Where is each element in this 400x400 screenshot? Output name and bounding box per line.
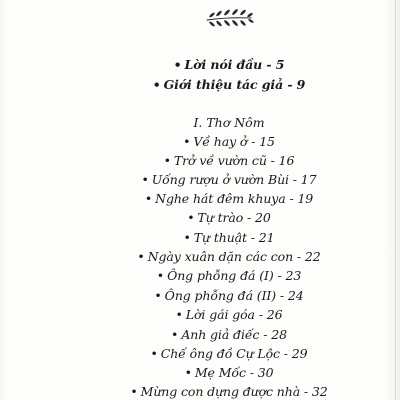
toc-entry-text: Uống rượu ở vườn Bùi - 17 [151, 172, 317, 187]
toc-entry-text: Anh giả điếc - 28 [181, 327, 287, 342]
toc-entry [0, 134, 400, 150]
bullet-icon: • [150, 346, 158, 361]
bullet-icon: • [187, 210, 195, 225]
toc-entry [0, 191, 400, 207]
toc-entry [0, 288, 400, 304]
bullet-icon: • [171, 327, 179, 342]
toc-entry-text: Mừng con dựng được nhà - 32 [140, 384, 328, 399]
toc-entry [0, 346, 400, 362]
bullet-icon: • [144, 191, 153, 206]
bullet-icon: • [173, 57, 182, 72]
toc-entry-author-intro [0, 77, 400, 93]
toc-entry [0, 327, 400, 343]
bullet-icon: • [163, 153, 171, 168]
toc-entry [0, 172, 400, 188]
toc-entry-text: Trở về vườn cũ - 16 [173, 153, 295, 168]
toc-entry-text: Tự thuật - 21 [193, 230, 275, 245]
bullet-icon: • [154, 288, 162, 303]
bullet-icon: • [156, 268, 165, 283]
bullet-icon: • [175, 307, 183, 322]
bullet-icon: • [130, 384, 138, 399]
toc-entry-text: Về hay ở - 15 [193, 134, 275, 149]
toc-entry-text: Mẹ Mốc - 30 [194, 365, 274, 380]
toc-entry-text: Ông phỗng đá (II) - 24 [164, 288, 304, 303]
toc-entry [0, 307, 400, 323]
toc-entry-text: Lời gái góa - 26 [185, 307, 283, 322]
bullet-icon: • [183, 230, 191, 245]
toc-entry [0, 153, 400, 169]
section-heading: I. Thơ Nôm [193, 115, 265, 130]
toc-entry-text: Lời nói đầu - 5 [184, 57, 285, 72]
toc-entry-preface [0, 57, 400, 73]
bullet-icon: • [137, 249, 145, 264]
bullet-icon: • [141, 172, 149, 187]
toc-entry-text: Tự trào - 20 [197, 210, 271, 225]
toc-entry [0, 249, 400, 265]
toc-entry-text: Chế ông đồ Cự Lộc - 29 [160, 346, 308, 361]
bullet-icon: • [183, 134, 191, 149]
toc-entry-text: Ngày xuân dặn các con - 22 [147, 249, 321, 264]
bullet-icon: • [152, 77, 161, 92]
toc-entry [0, 210, 400, 226]
toc-entry [0, 230, 400, 246]
toc-entry [0, 268, 400, 284]
toc-entry-text: Giới thiệu tác giả - 9 [163, 77, 306, 92]
toc-entry [0, 365, 400, 381]
bullet-icon: • [184, 365, 192, 380]
toc-entry-text: Ông phỗng đá (I) - 23 [167, 268, 302, 283]
toc-entry [0, 384, 400, 400]
toc-entry-text: Nghe hát đêm khuya - 19 [155, 191, 314, 206]
